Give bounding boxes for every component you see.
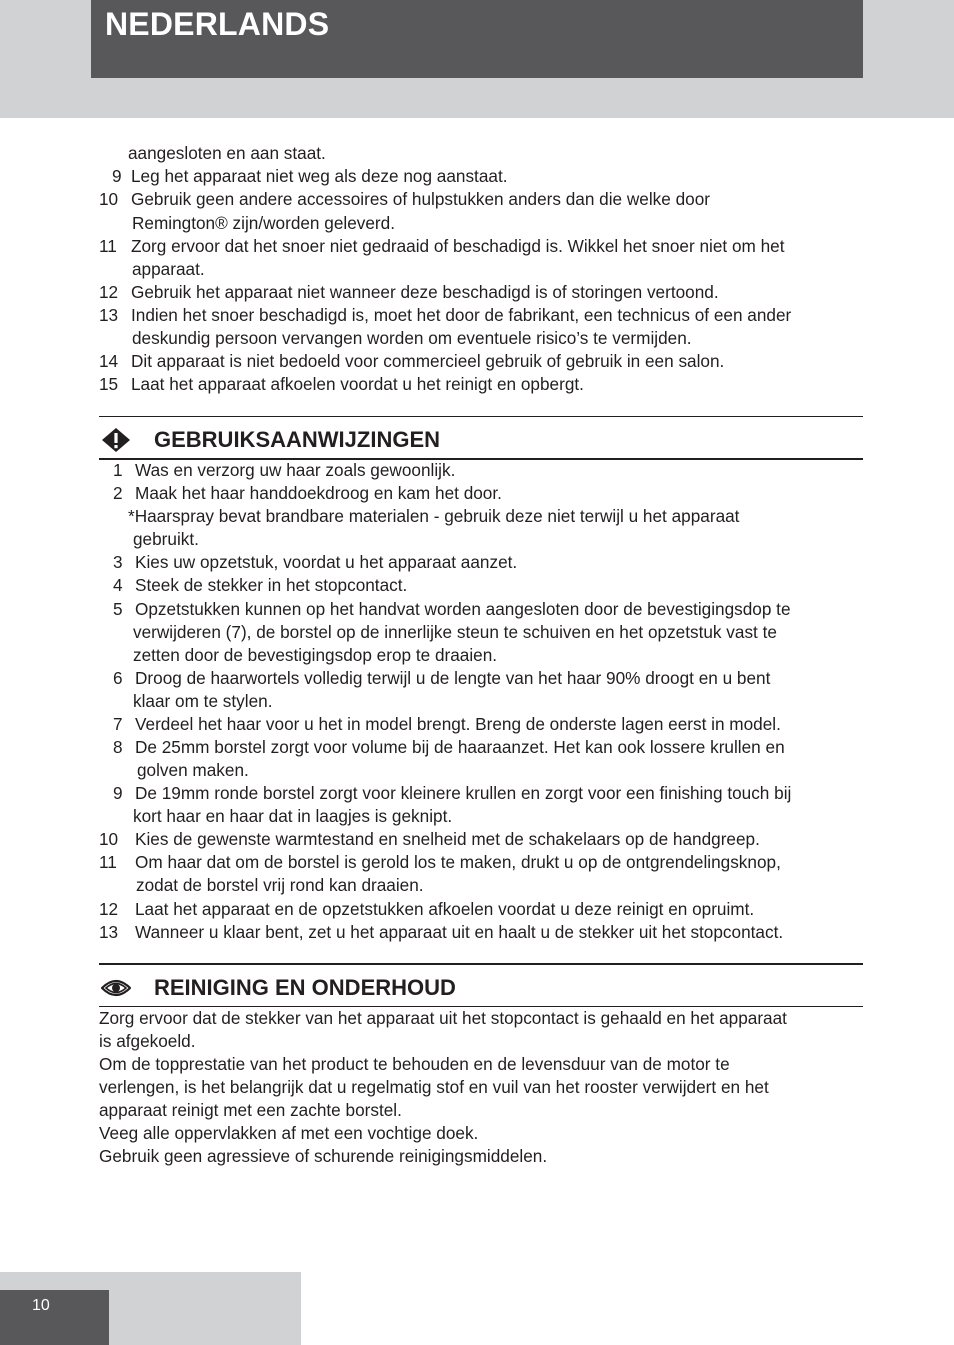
list-item: 8 De 25mm borstel zorgt voor volume bij de haaraanzet. Het kan ook lossere krullen en <box>113 737 785 757</box>
list-item: deskundig persoon vervangen worden om eventuele risico’s te vermijden. <box>132 328 692 348</box>
list-item: 9 De 19mm ronde borstel zorgt voor kleinere krullen en zorgt voor een finishing touch bij <box>113 783 792 803</box>
list-item: 6 Droog de haarwortels volledig terwijl u de lengte van het haar 90% droogt en u bent <box>113 668 771 688</box>
list-item: klaar om te stylen. <box>133 691 273 711</box>
list-item: gebruikt. <box>133 529 199 549</box>
list-item: 4 Steek de stekker in het stopcontact. <box>113 575 408 595</box>
list-item: Remington® zijn/worden geleverd. <box>132 213 395 233</box>
eye-icon <box>101 977 131 1004</box>
paragraph-line: is afgekoeld. <box>99 1031 196 1051</box>
header-box <box>91 0 863 78</box>
footer-box <box>0 1290 109 1345</box>
language-title: NEDERLANDS <box>105 6 330 42</box>
paragraph-line: verlengen, is het belangrijk dat u regelmatig stof en vuil van het rooster verwijdert en het <box>99 1077 769 1097</box>
list-item: 10 Gebruik geen andere accessoires of hulpstukken anders dan die welke door <box>99 189 711 209</box>
list-item: 15 Laat het apparaat afkoelen voordat u het reinigt en opbergt. <box>99 374 584 394</box>
list-item: 11 Zorg ervoor dat het snoer niet gedraaid of beschadigd is. Wikkel het snoer niet om het <box>99 236 785 256</box>
list-item: zodat de borstel vrij rond kan draaien. <box>136 875 424 895</box>
list-item: 14 Dit apparaat is niet bedoeld voor commercieel gebruik of gebruik in een salon. <box>99 351 725 371</box>
list-item: kort haar en haar dat in laagjes is geknipt. <box>133 806 453 826</box>
list-item: verwijderen (7), de borstel op de innerlijke steun te schuiven en het opzetstuk vast te <box>133 622 777 642</box>
list-item: golven maken. <box>137 760 249 780</box>
section-title-cleaning: REINIGING EN ONDERHOUD <box>154 975 456 1000</box>
page-number: 10 <box>32 1297 50 1314</box>
list-item: 5 Opzetstukken kunnen op het handvat worden aangesloten door de bevestigingsdop te <box>113 599 791 619</box>
paragraph-line: Om de topprestatie van het product te behouden en de levensduur van de motor te <box>99 1054 730 1074</box>
list-item: 7 Verdeel het haar voor u het in model brengt. Breng de onderste lagen eerst in model. <box>113 714 781 734</box>
paragraph-line: Veeg alle oppervlakken af met een vochtige doek. <box>99 1123 479 1143</box>
list-item: 10 Kies de gewenste warmtestand en snelheid met de schakelaars op de handgreep. <box>99 829 760 849</box>
list-item: 3 Kies uw opzetstuk, voordat u het apparaat aanzet. <box>113 552 518 572</box>
list-item: 13 Indien het snoer beschadigd is, moet het door de fabrikant, een technicus of een ander <box>99 305 792 325</box>
list-item: 9 Leg het apparaat niet weg als deze nog aanstaat. <box>112 166 508 186</box>
paragraph-line: apparaat reinigt met een zachte borstel. <box>99 1100 402 1120</box>
list-item: 11 Om haar dat om de borstel is gerold los te maken, drukt u op de ontgrendelingsknop, <box>99 852 781 872</box>
list-item: apparaat. <box>132 259 205 279</box>
list-item: zetten door de bevestigingsdop erop te draaien. <box>133 645 498 665</box>
list-item: 1 Was en verzorg uw haar zoals gewoonlijk. <box>113 460 456 480</box>
paragraph-line: Gebruik geen agressieve of schurende reinigingsmiddelen. <box>99 1146 548 1166</box>
list-item: 2 Maak het haar handdoekdroog en kam het door. <box>113 483 502 503</box>
section-rule-top <box>99 963 863 965</box>
list-item: 12 Gebruik het apparaat niet wanneer deze beschadigd is of storingen vertoond. <box>99 282 719 302</box>
section-rule-top <box>99 416 863 417</box>
paragraph-line: Zorg ervoor dat de stekker van het apparaat uit het stopcontact is gehaald en het apparaat <box>99 1008 787 1028</box>
list-item: *Haarspray bevat brandbare materialen - gebruik deze niet terwijl u het apparaat <box>128 506 740 526</box>
warning-icon <box>101 427 131 458</box>
list-item: 12 Laat het apparaat en de opzetstukken afkoelen voordat u deze reinigt en opruimt. <box>99 899 755 919</box>
list-item: 13 Wanneer u klaar bent, zet u het apparaat uit en haalt u de stekker uit het stopcontact. <box>99 922 784 942</box>
section-title-usage: GEBRUIKSAANWIJZINGEN <box>154 427 441 452</box>
list-item: aangesloten en aan staat. <box>128 143 326 163</box>
